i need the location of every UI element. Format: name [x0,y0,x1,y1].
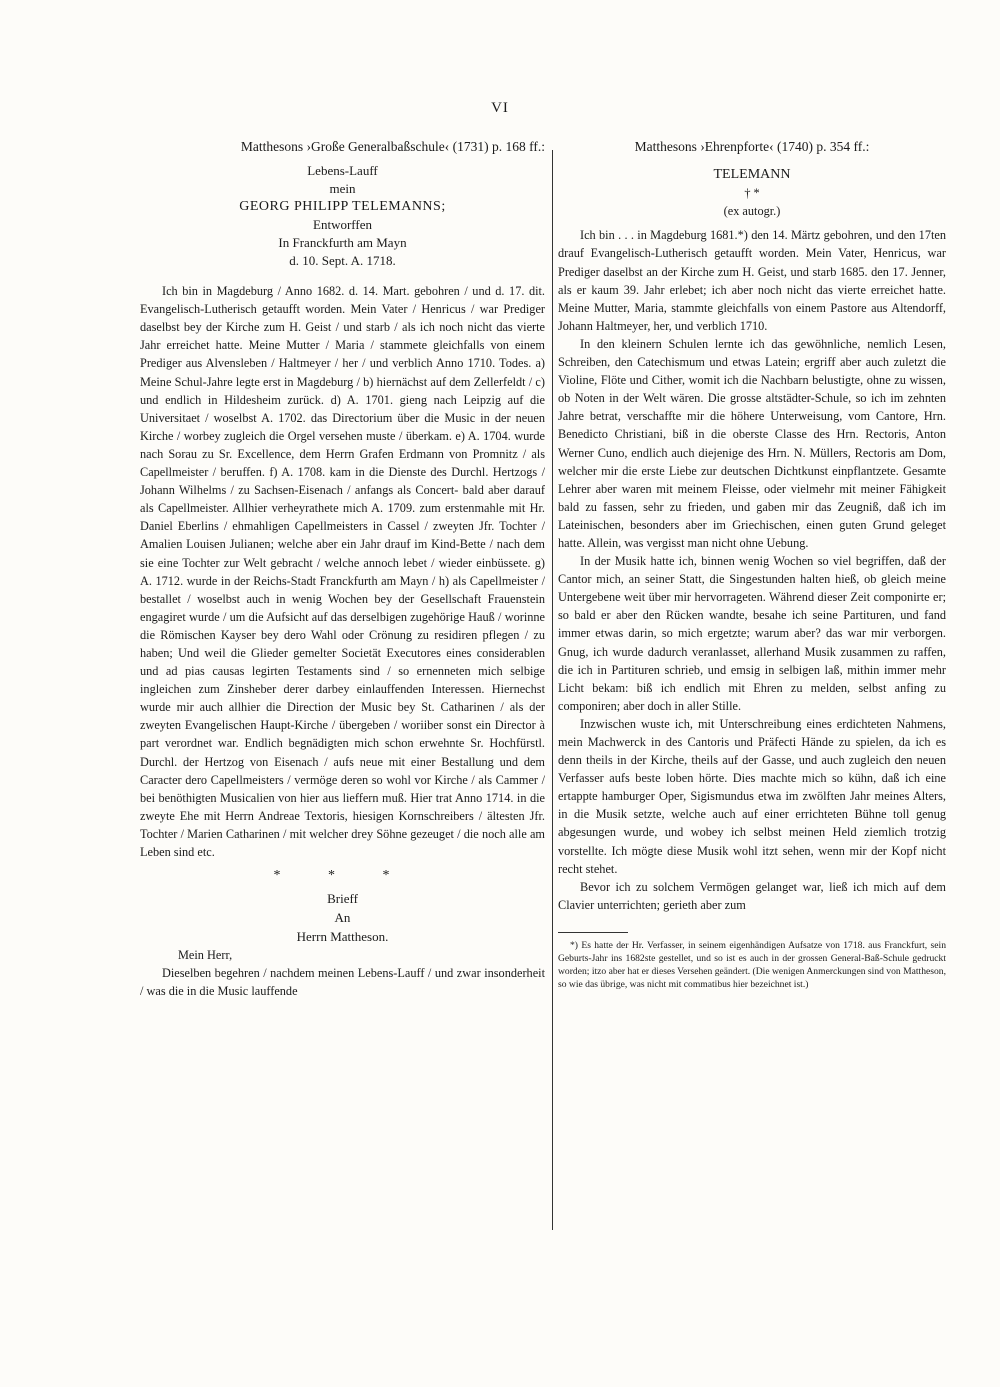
right-paragraph: In der Musik hatte ich, binnen wenig Wochen so viel begriffen, daß der Cantor mich, an seiner Statt, die Singestunden halten hieß, ob gleich meine Untergebene weit über mir hervorrageten. Während dieser Zeit componirte er; so bald er aber den Rücken wandte, besahe ich seine Partituren, und fand immer etwas darin, so mich ergetzte; warum aber? das war mir verborgen. Gnug, ich wurde dadurch veranlasset, allerhand Musik zusammen zu raffen, die ich in Partituren schrieb, und emsig in selbigen laß, mithin immer mehr Licht bekam: biß ich endlich mit Ehren zu melden, selbst anfing zu componiren; aber doch in aller Stille. [558,554,946,713]
title-line: Lebens-Lauff [307,163,378,179]
title-line: d. 10. Sept. A. 1718. [289,253,396,269]
letter-title: Brieff [327,891,358,907]
left-source-heading: Matthesons ›Große Generalbaßschule‹ (1731) p. 168 ff.: [240,139,545,154]
left-title-block [140,162,545,270]
page-number: VI [491,100,509,116]
title-line: Entworffen [313,217,372,233]
right-column [558,138,946,991]
section-stars: * * * [273,868,412,884]
right-paragraph: Ich bin . . . in Magdeburg 1681.*) den 14. Märtz gebohren, und den 17ten drauf Evangelisch-Lutherisch getaufft worden. Mein Vater, Henricus, war Prediger daselbst an der Kirche zum H. Geist, und starb 1685. den 17. Jenner, als er kaum 39. Jahr erlebet; ich aber noch nicht das vierte erreichet hatte. Meine Mutter, Maria, stammte gleichfalls von einem Pastore aus Altendorff, Johann Haltmeyer, her, und verblich 1710. [558,228,946,333]
letter-text: Dieselben begehren / nachdem meinen Lebens-Lauff / und zwar insonderheit / was die in die Music lauffende [140,966,545,999]
column-divider [552,150,553,1230]
letter-salutation: Mein Herr, [178,948,233,963]
footnote: *) Es hatte der Hr. Verfasser, in seinem eigenhändigen Aufsatze von 1718. aus Franckfurt, sein Geburts-Jahr ins 1682ste gestellet, und so ist es auch in der grossen General-Baß-Schule gedruckt worden; itzo aber hat er dieses Versehen geändert. (Die wenigen Anmerckungen sind von Mattheson, so wie das übrige, was nicht mit commatibus hier bezeichnet ist.) [558,939,946,990]
title-line: GEORG PHILIPP TELEMANNS; [239,199,446,215]
letter-heading [140,889,545,946]
title-line: In Franckfurth am Mayn [278,235,407,251]
right-paragraph: Bevor ich zu solchem Vermögen gelanget war, ließ ich mich auf dem Clavier unterrichten; gerieth aber zum [558,879,946,912]
right-source-note: (ex autogr.) [723,204,781,219]
left-column [140,138,545,1000]
right-paragraph: In den kleinern Schulen lernte ich das gewöhnliche, nemlich Lesen, Schreiben, den Catechismum und etwas Latein; ergriff aber auch zuletzt die Violine, Flöte und Cither, womit ich die Nachbarn belustigte, ohne zu wissen, ob Noten in der Welt wären. Die grosse altstädter-Schule, so ich im zehnten Jahre betrat, verschaffte mir die höhere Unterweisung, vom Cantore, Hrn. Benedicto Christiani, biß in die oberste Classe des Hrn. Rectoris, Anton Werner Cuno, endlich auch diejenige des Hrn. N. Müllers, Rectoris am Dom, welcher mir die erste Liebe zur deutschen Dichtkunst einpflantzete. Gesamte Lehrer aber waren mit meinem Fleisse, oder vielmehr mit meiner Fähigkeit bald zu fassen, sehr zu frieden, und gaben mir das Zeugniß, daß ich im Lateinischen, besonders aber im Griechischen, einen guten Grund geleget hatte. Allein, was vergisst man nicht ohne Uebung. [558,336,946,550]
right-cross-mark: † * [744,186,760,201]
letter-an: An [334,910,351,926]
title-line: mein [329,181,356,197]
right-source-heading: Matthesons ›Ehrenpforte‹ (1740) p. 354 ff.: [634,139,870,154]
footnote-rule [558,932,628,933]
left-body-text: Ich bin in Magdeburg / Anno 1682. d. 14. Mart. gebohren / und d. 17. dit. Evangelisch-Lutherisch getaufft worden. Mein Vater / Henricus / war Prediger daselbst bey der Kirche zum H. Geist / und starb / als ich noch nicht das vierte Jahr erreichet hatte. Meine Mutter / Maria / stammete gleichfalls von einem Prediger aus Alvensleben / Haltmeyer / her / und verblich Anno 1710. Todes. a) Meine Schul-Jahre legte erst in Magdeburg / b) hiernächst auf dem Zellerfeldt / c) und endlich in Hildesheim zurück. d) A. 1701. gieng nach Leipzig auf die Universitaet / woselbst A. 1702. das Directorium über die Music in der neuen Kirche / worbey zugleich die Orgel versehen muste / überkam. e) A. 1704. wurde nach Sorau zu Sr. Excellence, dem Herrn Grafen Erdmann von Promnitz / als Capellmeister / beruffen. f) A. 1708. kam in die Dienste des Durchl. Hertzogs / Johann Wilhelms / zu Sachsen-Eisenach / anfangs als Concert- bald aber darauf als Capellmeister. Allhier verheyrathete mich A. 1709. zum erstenmahle mit Hr. Daniel Eberlins / ehmahligen Capellmeisters in Cassel / zweyten Jfr. Tochter / Amalien Louisen Julianen; welche aber ein Jahr drauf im Kind-Bette / nach dem sie eine Tochter zur Welt gebracht / welche annoch lebet / wieder einbüssete. g) A. 1712. wurde in der Reichs-Stadt Franckfurth am Mayn / h) als Capellmeister / bestallet / woselbst auch in wenig Wochen bey der Gesellschaft Frauenstein engagiret wurde / um die Aufsicht auf das derselbigen zugehörige Hauß / worinne die Römischen Kayser bey dero Wahl oder Crönung zu residiren pflegen / zu haben; Und weil die Glieder gemelter Societät Executores eines considerablen und ad pias causas legirten Testaments sind / so ernenneten mich selbige ingleichen zum Zinsheber derer darbey einlauffenden Interessen. Hiernechst wurde mir auch allhier die Direction der Music bey St. Catharinen / als der zweyten Evangelischen Haupt-Kirche / übergeben / woriiber sonst ein Director à part verordnet war. Endlich begnädigten mich schon erwehnte Sr. Hochfürstl. Durchl. der Hertzog von Eisenach / aufs neue mit einer Bestallung und dem Caracter dero Capellmeisters / vermöge deren so wohl vor Kirche / als Cammer / bei benöthigten Musicalien von hier aus lieffern muß. Hier trat Anno 1714. in die zweyte Ehe mit Herrn Andreae Textoris, hiesigen Kornschreibers / ältesten Jfr. Tochter / Marien Catharinen / mit welcher drey Söhne gezeuget / die noch alle am Leben sind etc. [140,284,545,859]
right-title: TELEMANN [713,167,791,183]
right-paragraph: Inzwischen wuste ich, mit Unterschreibung eines erdichteten Nahmens, mein Machwerck in des Cantoris und Präfecti Hände zu spielen, da ich es denn theils in der Kirche, theils auf der Gasse, und auch zugleich den neuen Verfasser aufs beste loben hörte. Dies machte mich so kühn, daß ich eine ertappte hamburger Oper, Sigismundus etwa im zwölften Jahr meines Alters, in die Musik setzte, welche auch auf einer errichteten Bühne toll genug abgesungen wurde, und wobey ich selbst meinen Held ziemlich trotzig vorstellte. Ich mögte diese Musik wohl itzt sehen, wenn mir der Kopf nicht recht stehet. [558,716,946,876]
letter-recipient: Herrn Mattheson. [296,929,389,945]
